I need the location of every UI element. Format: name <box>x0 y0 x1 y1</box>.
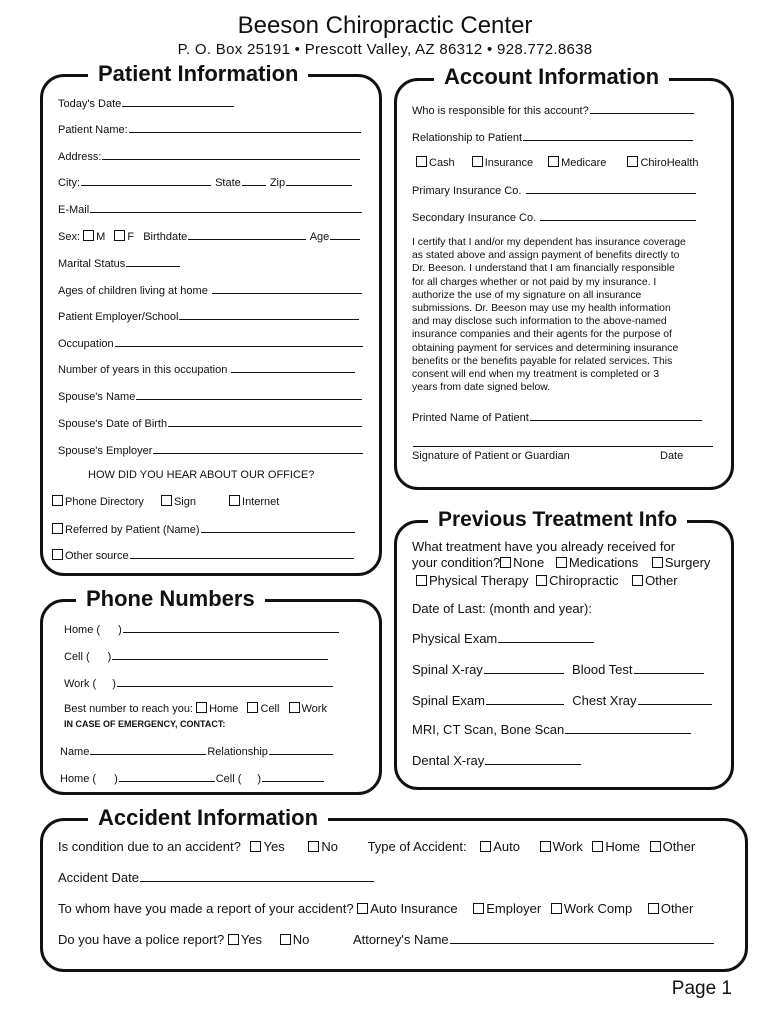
marital-status-field[interactable] <box>126 256 180 267</box>
best-work-label: Work <box>301 703 327 715</box>
sex-m-checkbox[interactable] <box>83 230 94 241</box>
signature-label: Signature of Patient or Guardian <box>412 450 570 462</box>
certification-line: and may disclose such information to the above-named <box>412 316 667 328</box>
emergency-relationship-field[interactable] <box>269 744 333 755</box>
emergency-name-field[interactable] <box>90 744 206 755</box>
spouse-employer-label: Spouse's Employer <box>58 445 153 457</box>
spinal-exam-field[interactable] <box>486 694 564 705</box>
report-employer-checkbox[interactable] <box>473 903 484 914</box>
years-occupation-field[interactable] <box>231 362 355 373</box>
sex-f-label: F <box>127 231 135 243</box>
account-information-title: Account Information <box>434 64 669 90</box>
accident-yes-checkbox[interactable] <box>250 841 261 852</box>
spinal-exam-label: Spinal Exam <box>412 693 485 708</box>
police-no-checkbox[interactable] <box>280 934 291 945</box>
age-label: Age <box>309 231 330 243</box>
accident-home-label: Home <box>605 839 641 854</box>
certification-line: insurance companies and their agents for the purpose of <box>412 329 672 341</box>
treatment-none-label: None <box>513 555 545 570</box>
other-source-label: Other source <box>65 550 129 562</box>
insurance-label: Insurance <box>484 157 534 169</box>
accident-no-label: No <box>321 839 338 854</box>
treatment-other-checkbox[interactable] <box>632 575 643 586</box>
best-home-checkbox[interactable] <box>196 702 207 713</box>
emergency-relationship-label: Relationship <box>207 746 268 758</box>
certification-line: consent will end when my treatment is completed or 3 <box>412 369 660 381</box>
treatment-chiro-label: Chiropractic <box>549 573 619 588</box>
birthdate-field[interactable] <box>188 229 306 240</box>
responsible-label: Who is responsible for this account? <box>412 105 589 117</box>
certification-line: benefits or the benefits payable for related services. This <box>412 355 673 367</box>
treatment-medications-label: Medications <box>568 555 639 570</box>
accident-other-label: Other <box>662 839 696 854</box>
cell-phone-paren: ) <box>107 651 112 663</box>
mri-label: MRI, CT Scan, Bone Scan <box>412 722 565 737</box>
todays-date-field[interactable] <box>122 96 234 107</box>
accident-date-label: Accident Date <box>58 870 139 885</box>
todays-date-label: Today's Date <box>58 98 122 110</box>
treatment-chiro-checkbox[interactable] <box>536 575 547 586</box>
physical-exam-label: Physical Exam <box>412 631 498 646</box>
emergency-cell-label: Cell ( <box>215 773 242 785</box>
state-label: State <box>215 177 241 189</box>
physical-exam-field[interactable] <box>498 632 594 643</box>
date-of-last-label: Date of Last: (month and year): <box>412 601 592 616</box>
best-cell-checkbox[interactable] <box>247 702 258 713</box>
cash-checkbox[interactable] <box>416 156 427 167</box>
zip-field[interactable] <box>286 175 352 186</box>
internet-label: Internet <box>242 496 280 508</box>
accident-other-checkbox[interactable] <box>650 841 661 852</box>
work-phone-field[interactable] <box>117 676 333 687</box>
home-phone-label: Home ( <box>64 624 101 636</box>
address-field[interactable] <box>102 149 360 160</box>
internet-checkbox[interactable] <box>229 495 240 506</box>
report-label: To whom have you made a report of your accident? <box>58 901 354 916</box>
signature-date-label: Date <box>660 450 684 462</box>
accident-due-label: Is condition due to an accident? <box>58 839 241 854</box>
clinic-address: P. O. Box 25191 • Prescott Valley, AZ 86312 • 928.772.8638 <box>177 41 593 58</box>
work-phone-label: Work ( <box>64 678 97 690</box>
birthdate-label: Birthdate <box>143 231 188 243</box>
police-report-label: Do you have a police report? <box>58 932 225 947</box>
primary-insurance-field[interactable] <box>526 183 696 194</box>
treatment-surgery-checkbox[interactable] <box>652 557 663 568</box>
children-ages-field[interactable] <box>212 283 362 294</box>
best-cell-label: Cell <box>260 703 280 715</box>
email-field[interactable] <box>90 202 362 213</box>
spouse-dob-label: Spouse's Date of Birth <box>58 418 168 430</box>
report-other-label: Other <box>660 901 694 916</box>
referred-field[interactable] <box>201 522 355 533</box>
insurance-checkbox[interactable] <box>472 156 483 167</box>
cash-label: Cash <box>429 157 455 169</box>
police-yes-label: Yes <box>240 932 263 947</box>
phone-numbers-title: Phone Numbers <box>76 586 265 612</box>
relationship-field[interactable] <box>523 130 693 141</box>
certification-line: Dr. Beeson. I understand that I am financially responsible <box>412 263 675 275</box>
medicare-checkbox[interactable] <box>548 156 559 167</box>
patient-name-label: Patient Name: <box>58 124 128 136</box>
spinal-xray-label: Spinal X-ray <box>412 662 483 677</box>
emergency-cell-field[interactable] <box>262 771 324 782</box>
sex-m-label: M <box>96 231 106 243</box>
attorney-field[interactable] <box>450 933 714 944</box>
emergency-cell-paren: ) <box>257 773 262 785</box>
treatment-pt-checkbox[interactable] <box>416 575 427 586</box>
accident-home-checkbox[interactable] <box>592 841 603 852</box>
report-other-checkbox[interactable] <box>648 903 659 914</box>
clinic-name: Beeson Chiropractic Center <box>237 12 533 39</box>
accident-auto-checkbox[interactable] <box>480 841 491 852</box>
sign-checkbox[interactable] <box>161 495 172 506</box>
phone-directory-label: Phone Directory <box>65 496 144 508</box>
best-home-label: Home <box>209 703 239 715</box>
email-label: E-Mail <box>58 204 90 216</box>
address-label: Address: <box>58 151 102 163</box>
years-occupation-label: Number of years in this occupation <box>58 364 228 376</box>
accident-work-checkbox[interactable] <box>540 841 551 852</box>
dental-xray-label: Dental X-ray <box>412 753 485 768</box>
signature-line[interactable] <box>413 436 713 447</box>
zip-label: Zip <box>269 177 286 189</box>
report-work-comp-checkbox[interactable] <box>551 903 562 914</box>
home-phone-field[interactable] <box>123 622 339 633</box>
patient-employer-field[interactable] <box>179 309 359 320</box>
blood-test-field[interactable] <box>634 663 704 674</box>
phone-directory-checkbox[interactable] <box>52 495 63 506</box>
spouse-name-label: Spouse's Name <box>58 391 136 403</box>
secondary-insurance-field[interactable] <box>540 210 696 221</box>
other-source-checkbox[interactable] <box>52 549 63 560</box>
dental-xray-field[interactable] <box>485 754 581 765</box>
chest-xray-label: Chest Xray <box>572 693 637 708</box>
treatment-other-label: Other <box>645 573 678 588</box>
accident-date-field[interactable] <box>140 871 374 882</box>
city-field[interactable] <box>81 175 211 186</box>
emergency-heading: IN CASE OF EMERGENCY, CONTACT: <box>64 719 226 729</box>
primary-insurance-label: Primary Insurance Co. <box>412 185 522 197</box>
attorney-label: Attorney's Name <box>352 932 449 947</box>
chirohealth-checkbox[interactable] <box>627 156 638 167</box>
occupation-label: Occupation <box>58 338 114 350</box>
spouse-dob-field[interactable] <box>168 416 362 427</box>
referred-checkbox[interactable] <box>52 523 63 534</box>
accident-auto-label: Auto <box>493 839 520 854</box>
previous-treatment-title: Previous Treatment Info <box>428 507 687 533</box>
blood-test-label: Blood Test <box>572 662 633 677</box>
treatment-none-checkbox[interactable] <box>500 557 511 568</box>
certification-line: submissions. Dr. Beeson may use my health information <box>412 303 671 315</box>
best-number-label: Best number to reach you: <box>64 703 194 715</box>
spinal-xray-field[interactable] <box>484 663 564 674</box>
other-source-field[interactable] <box>130 548 354 559</box>
state-field[interactable] <box>242 175 266 186</box>
medicare-label: Medicare <box>561 157 607 169</box>
marital-status-label: Marital Status <box>58 258 126 270</box>
certification-paragraph <box>412 236 730 394</box>
emergency-home-field[interactable] <box>119 771 215 782</box>
emergency-home-label: Home ( <box>60 773 97 785</box>
police-no-label: No <box>292 932 310 947</box>
treatment-surgery-label: Surgery <box>664 555 711 570</box>
police-yes-checkbox[interactable] <box>228 934 239 945</box>
treatment-pt-label: Physical Therapy <box>429 573 529 588</box>
referred-label: Referred by Patient (Name) <box>65 524 200 536</box>
treatment-question-line2: your condition? <box>412 555 501 570</box>
hear-about-heading: HOW DID YOU HEAR ABOUT OUR OFFICE? <box>88 469 315 481</box>
patient-information-title: Patient Information <box>88 61 308 87</box>
mri-field[interactable] <box>565 723 691 734</box>
patient-name-field[interactable] <box>129 122 361 133</box>
accident-no-checkbox[interactable] <box>308 841 319 852</box>
children-ages-label: Ages of children living at home <box>58 285 208 297</box>
printed-name-field[interactable] <box>530 410 702 421</box>
work-phone-paren: ) <box>112 678 116 690</box>
certification-line: authorize the use of my signature on all insurance <box>412 289 642 301</box>
report-auto-insurance-label: Auto Insurance <box>370 901 458 916</box>
chest-xray-field[interactable] <box>638 694 712 705</box>
certification-line: for all charges whether or not paid by my insurance. I <box>412 276 657 288</box>
accident-yes-label: Yes <box>263 839 285 854</box>
relationship-label: Relationship to Patient <box>412 132 523 144</box>
treatment-medications-checkbox[interactable] <box>556 557 567 568</box>
sex-label: Sex: <box>58 231 81 243</box>
cell-phone-field[interactable] <box>112 649 328 660</box>
best-work-checkbox[interactable] <box>289 702 300 713</box>
report-auto-insurance-checkbox[interactable] <box>357 903 368 914</box>
certification-line: years from date signed below. <box>412 382 551 394</box>
emergency-home-paren: ) <box>114 773 118 785</box>
accident-work-label: Work <box>552 839 583 854</box>
accident-type-label: Type of Accident: <box>367 839 467 854</box>
patient-employer-label: Patient Employer/School <box>58 311 179 323</box>
certification-line: obtaining payment for services and determining insurance <box>412 342 679 354</box>
emergency-name-label: Name <box>60 746 90 758</box>
home-phone-paren: ) <box>118 624 122 636</box>
cell-phone-label: Cell ( <box>64 651 90 663</box>
occupation-field[interactable] <box>115 336 363 347</box>
sex-f-checkbox[interactable] <box>114 230 125 241</box>
printed-name-label: Printed Name of Patient <box>412 412 529 424</box>
report-employer-label: Employer <box>486 901 542 916</box>
report-work-comp-label: Work Comp <box>563 901 633 916</box>
age-field[interactable] <box>330 229 360 240</box>
responsible-field[interactable] <box>590 103 694 114</box>
page-number: Page 1 <box>671 978 732 999</box>
chirohealth-label: ChiroHealth <box>640 157 699 169</box>
certification-line: as stated above and assign payment of benefits directly to <box>412 250 680 262</box>
accident-information-title: Accident Information <box>88 805 328 831</box>
certification-line: I certify that I and/or my dependent has insurance coverage <box>412 237 686 248</box>
spouse-employer-field[interactable] <box>153 443 363 454</box>
city-label: City: <box>58 177 80 189</box>
sign-label: Sign <box>173 496 196 508</box>
secondary-insurance-label: Secondary Insurance Co. <box>412 212 537 224</box>
treatment-question-line1: What treatment have you already received for <box>412 539 676 554</box>
spouse-name-field[interactable] <box>136 389 362 400</box>
